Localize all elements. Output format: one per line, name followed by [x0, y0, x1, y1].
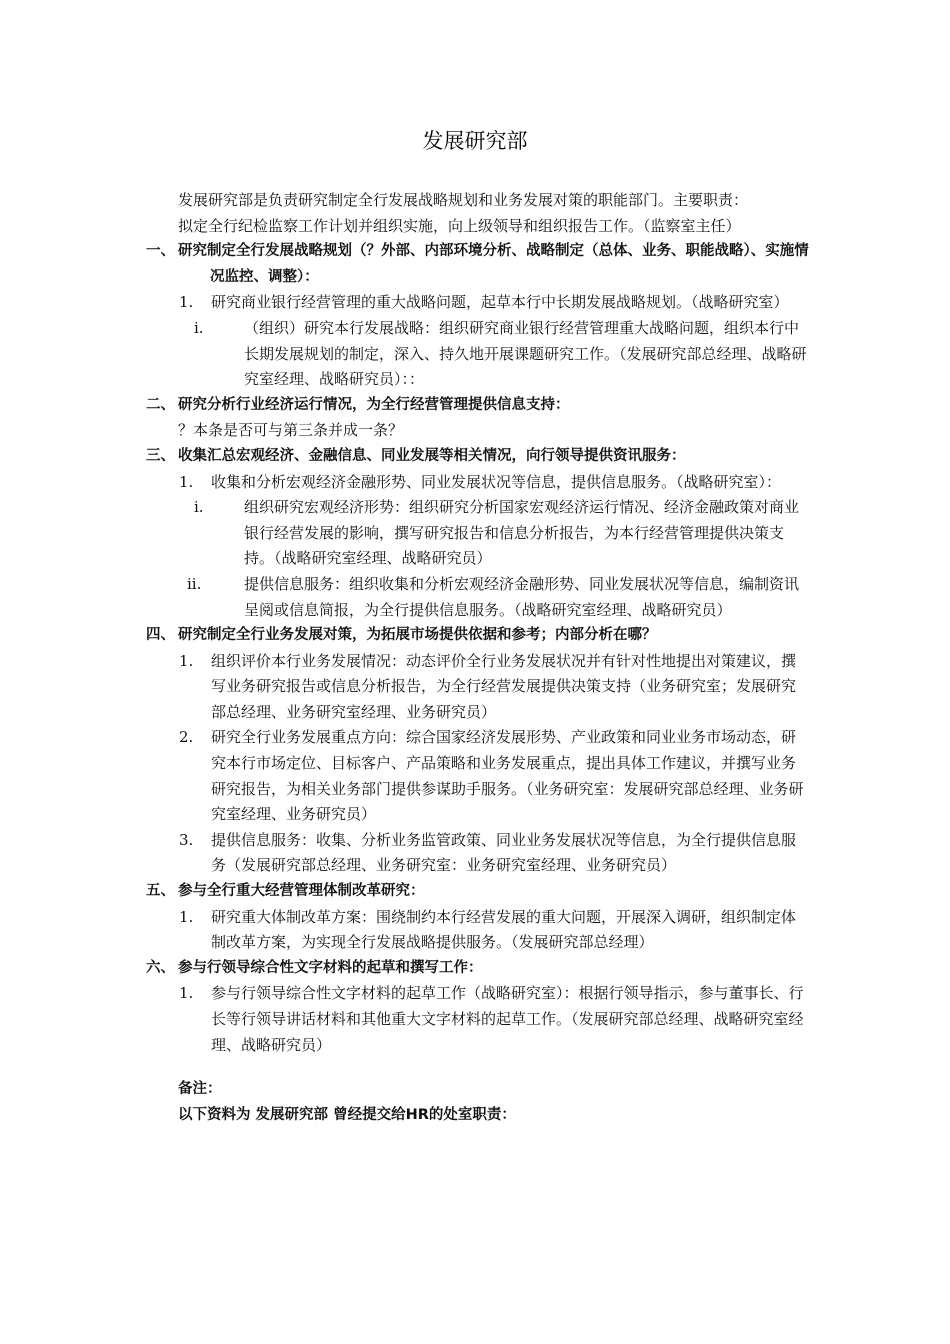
- sub-item-text: 组织研究宏观经济形势：组织研究分析国家宏观经济运行情况、经济金融政策对商业银行经营发展的影响，撰写研究报告和信息分析报告，为本行经营管理提供决策支持。（战略研究室经理、战略研究员）: [244, 498, 800, 568]
- intro-paragraph-2: 拟定全行纪检监察工作计划并组织实施，向上级领导和组织报告工作。（监察室主任）: [178, 216, 741, 235]
- section-6: [0, 956, 950, 982]
- section-3: [0, 444, 950, 470]
- sub-item-text: （组织）研究本行发展战略：组织研究商业银行经营管理重大战略问题，组织本行中长期发展规划的制定，深入、持久地开展课题研究工作。（发展研究部总经理、战略研究室经理、战略研究员）：：: [244, 318, 807, 389]
- sub-item-text: 提供信息服务：组织收集和分析宏观经济金融形势、同业发展状况等信息，编制资讯呈阅或信息简报，为全行提供信息服务。（战略研究室经理、战略研究员）: [244, 574, 800, 619]
- section-marker: 二、: [146, 396, 175, 413]
- section-heading: 参与全行重大经营管理体制改革研究：: [178, 883, 425, 900]
- section-heading: 参与行领导综合性文字材料的起草和撰写工作：: [178, 959, 483, 976]
- list-item: [0, 725, 950, 827]
- item-text: 组织评价本行业务发展情况：动态评价全行业务发展状况并有针对性地提出对策建议，撰写业务研究报告或信息分析报告，为全行经营发展提供决策支持（业务研究室；发展研究部总经理、业务研究室经理、业务研究员）: [211, 651, 797, 721]
- item-text: 参与行领导综合性文字材料的起草工作（战略研究室）：根据行领导指示，参与董事长、行长等行领导讲话材料和其他重大文字材料的起草工作。（发展研究部总经理、战略研究室经理、战略研究员）: [211, 984, 804, 1054]
- section-note: ？本条是否可与第三条并成一条？: [178, 421, 404, 440]
- item-text: 提供信息服务：收集、分析业务监管政策、同业业务发展状况等信息，为全行提供信息服务（发展研究部总经理、业务研究室：业务研究室经理、业务研究员）: [211, 830, 797, 875]
- section-4: [0, 623, 950, 649]
- item-text: 收集和分析宏观经济金融形势、同业发展状况等信息，提供信息服务。（战略研究室）：: [211, 472, 782, 491]
- section-heading: 收集汇总宏观经济、金融信息、同业发展等相关情况，向行领导提供资讯服务：: [178, 447, 686, 464]
- sub-list-item: [0, 316, 950, 393]
- section-5: [0, 879, 950, 905]
- list-item: [0, 290, 950, 316]
- section-marker: 一、: [146, 243, 175, 260]
- item-marker: 1.: [179, 293, 194, 312]
- page-title: 发展研究部: [422, 129, 528, 153]
- sub-list-item: [0, 572, 950, 623]
- section-marker: 五、: [146, 883, 175, 900]
- item-marker: 3.: [179, 830, 194, 849]
- list-item: [0, 470, 950, 496]
- list-item: [0, 649, 950, 726]
- section-marker: 六、: [146, 959, 175, 976]
- list-item: [0, 828, 950, 879]
- sub-item-marker: i.: [194, 318, 204, 337]
- item-marker: 1.: [179, 472, 194, 491]
- section-heading: 研究制定全行业务发展对策，为拓展市场提供依据和参考；内部分析在哪？: [178, 627, 657, 644]
- section-1: [0, 239, 950, 290]
- item-text: 研究商业银行经营管理的重大战略问题，起草本行中长期发展战略规划。（战略研究室）: [211, 293, 789, 312]
- section-heading: 研究制定全行发展战略规划（？外部、内部环境分析、战略制定（总体、业务、职能战略）、实施情况监控、调整）：: [178, 243, 809, 285]
- item-marker: 1.: [179, 907, 194, 926]
- item-marker: 1.: [179, 984, 194, 1003]
- list-item: [0, 981, 950, 1058]
- item-marker: 2.: [179, 728, 194, 747]
- section-heading: 研究分析行业经济运行情况，为全行经营管理提供信息支持：: [178, 396, 570, 413]
- spacer: [0, 1058, 950, 1077]
- sub-item-marker: ii.: [187, 574, 202, 593]
- item-text: 研究全行业务发展重点方向：综合国家经济发展形势、产业政策和同业业务市场动态，研究本行市场定位、目标客户、产品策略和业务发展重点，提出具体工作建议，并撰写业务研究报告，为相关业务部门提供参谋助手服务。（业务研究室：发展研究部总经理、业务研究室经理、业务研究员）: [211, 728, 804, 824]
- remarks-text: 以下资料为 发展研究部 曾经提交给HR的处室职责：: [178, 1106, 516, 1123]
- item-marker: 1.: [179, 651, 194, 670]
- section-marker: 三、: [146, 447, 175, 464]
- intro-paragraph: 发展研究部是负责研究制定全行发展战略规划和业务发展对策的职能部门。主要职责：: [178, 191, 749, 209]
- section-2: [0, 393, 950, 419]
- remarks-label: 备注：: [178, 1081, 222, 1098]
- sub-list-item: [0, 495, 950, 572]
- sub-item-marker: i.: [194, 498, 204, 517]
- document-body: [0, 188, 950, 1128]
- item-text: 研究重大体制改革方案：围绕制约本行经营发展的重大问题，开展深入调研，组织制定体制改革方案，为实现全行发展战略提供服务。（发展研究部总经理）: [211, 907, 797, 952]
- section-marker: 四、: [146, 627, 175, 644]
- list-item: [0, 905, 950, 956]
